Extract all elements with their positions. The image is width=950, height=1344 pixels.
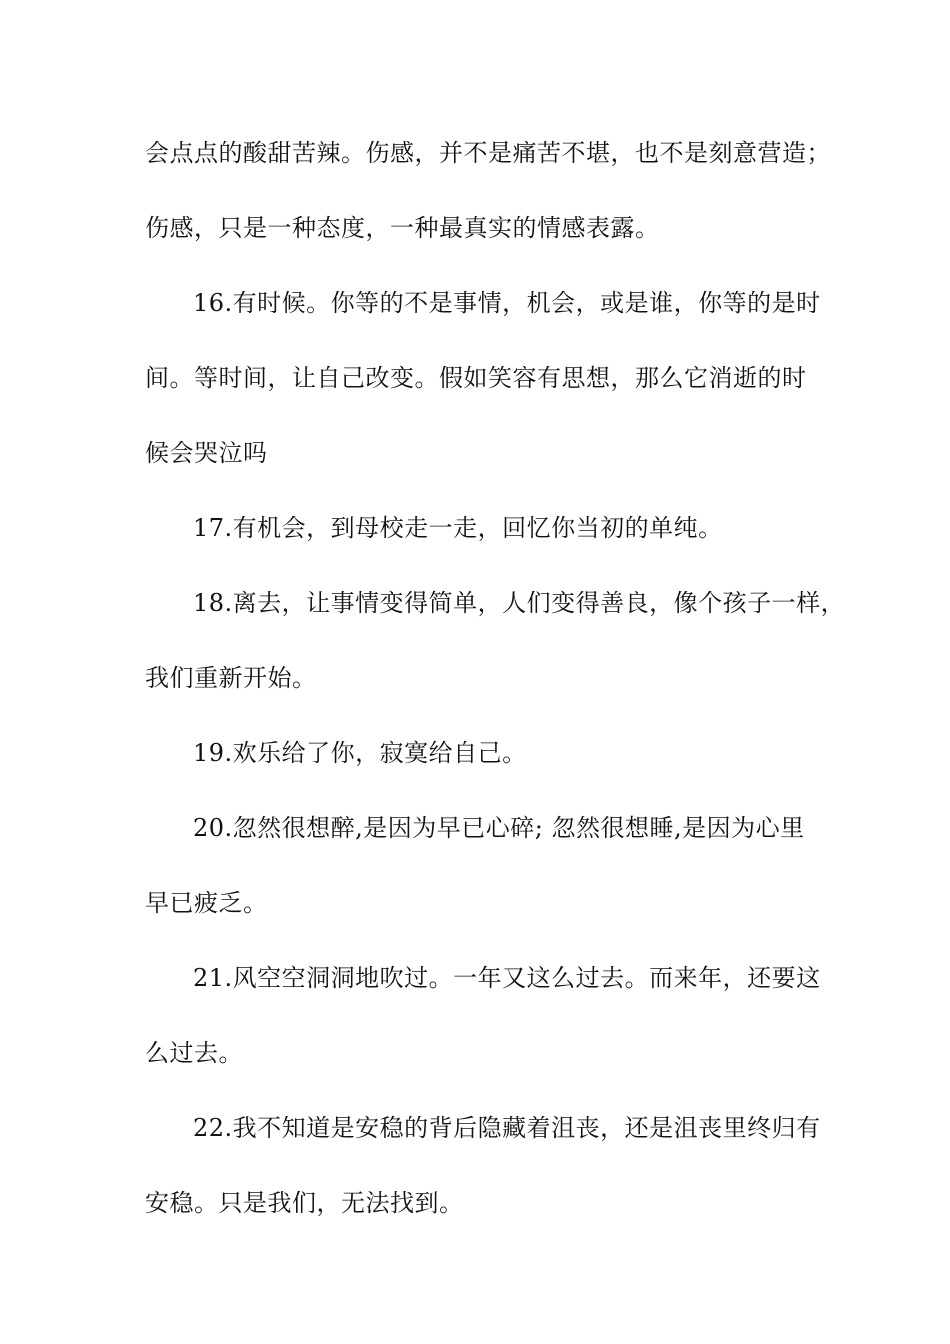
paragraph-18-line: 18.离去，让事情变得简单，人们变得善良，像个孩子一样， (193, 589, 846, 617)
text-line: 么过去。 (145, 1039, 243, 1067)
paragraph-16-line: 16.有时候。你等的不是事情，机会，或是谁，你等的是时 (193, 289, 821, 317)
text-line: 我们重新开始。 (145, 664, 317, 692)
text-line: 伤感，只是一种态度，一种最真实的情感表露。 (145, 214, 660, 242)
paragraph-17-line: 17.有机会，到母校走一走，回忆你当初的单纯。 (193, 514, 723, 542)
paragraph-21-line: 21.风空空洞洞地吹过。一年又这么过去。而来年，还要这 (193, 964, 821, 992)
paragraph-22-line: 22.我不知道是安稳的背后隐藏着沮丧，还是沮丧里终归有 (193, 1114, 821, 1142)
text-line: 早已疲乏。 (145, 889, 268, 917)
text-line: 候会哭泣吗 (145, 439, 268, 467)
paragraph-19-line: 19.欢乐给了你，寂寞给自己。 (193, 739, 527, 767)
paragraph-20-line: 20.忽然很想醉,是因为早已心碎; 忽然很想睡,是因为心里 (193, 814, 805, 842)
text-line: 会点点的酸甜苦辣。伤感，并不是痛苦不堪，也不是刻意营造； (145, 139, 831, 167)
text-line: 间。等时间，让自己改变。假如笑容有思想，那么它消逝的时 (145, 364, 807, 392)
text-line: 安稳。只是我们，无法找到。 (145, 1189, 464, 1217)
